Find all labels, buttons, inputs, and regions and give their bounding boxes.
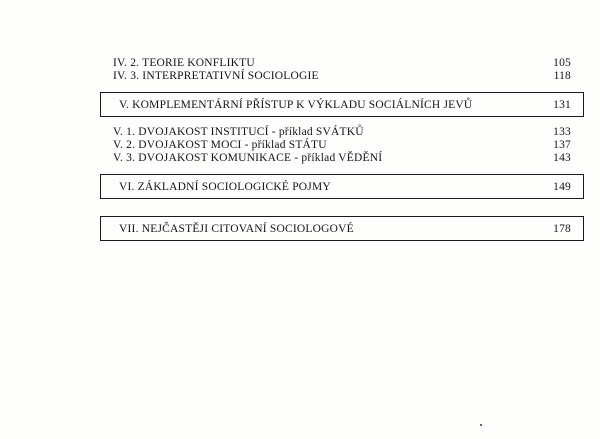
toc-entry-page: 133 <box>553 126 571 138</box>
toc-entry-label: IV. 2. TEORIE KONFLIKTU <box>113 57 255 69</box>
toc-entry-v-1[interactable] <box>100 126 584 139</box>
toc-chapter-vi[interactable] <box>100 174 584 199</box>
toc-entry-page: 137 <box>553 139 571 151</box>
toc-chapter-vii[interactable] <box>100 216 584 241</box>
toc-entry-iv-2[interactable] <box>100 57 584 70</box>
toc-entry-label: V. 2. DVOJAKOST MOCI - příklad STÁTU <box>113 139 327 151</box>
toc-entry-label: V. 3. DVOJAKOST KOMUNIKACE - příklad VĚDĚNÍ <box>113 152 383 164</box>
table-of-contents <box>100 55 584 241</box>
chapter-page: 178 <box>553 222 571 235</box>
chapter-page: 149 <box>553 180 571 193</box>
chapter-label: VI. ZÁKLADNÍ SOCIOLOGICKÉ POJMY <box>119 180 331 193</box>
toc-entry-page: 143 <box>553 152 571 164</box>
scan-speck <box>480 424 482 426</box>
chapter-label: V. KOMPLEMENTÁRNÍ PŘÍSTUP K VÝKLADU SOCIÁLNÍCH JEVŮ <box>119 98 473 111</box>
toc-entry-v-3[interactable] <box>100 152 584 165</box>
toc-entry-label: V. 1. DVOJAKOST INSTITUCÍ - příklad SVÁTKŮ <box>113 126 364 138</box>
toc-entry-iv-3[interactable] <box>100 70 584 83</box>
toc-entry-v-2[interactable] <box>100 139 584 152</box>
toc-chapter-v[interactable] <box>100 92 584 117</box>
chapter-label: VII. NEJČASTĚJI CITOVANÍ SOCIOLOGOVÉ <box>119 222 354 235</box>
toc-entry-label: IV. 3. INTERPRETATIVNÍ SOCIOLOGIE <box>113 70 319 82</box>
toc-entry-page: 105 <box>553 57 571 69</box>
chapter-page: 131 <box>553 98 571 111</box>
toc-group-iv <box>100 57 584 83</box>
toc-entry-page: 118 <box>553 70 571 82</box>
toc-group-v <box>100 126 584 165</box>
